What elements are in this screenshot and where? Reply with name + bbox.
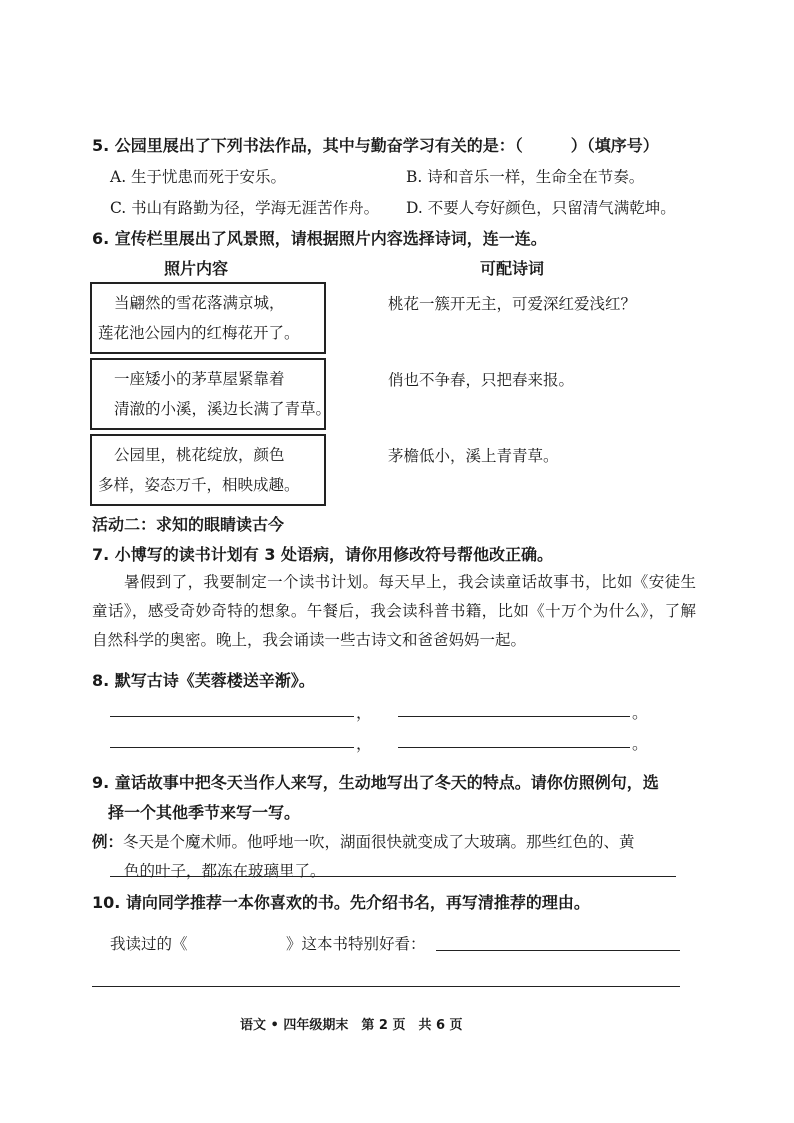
q8-period: 。 <box>632 703 649 722</box>
q9-stem-line-1: 9. 童话故事中把冬天当作人来写，生动地写出了冬天的特点。请你仿照例句，选 <box>92 773 659 792</box>
q10-stem: 10. 请向同学推荐一本你喜欢的书。先介绍书名，再写清推荐的理由。 <box>92 893 590 912</box>
q7-passage[interactable]: 暑假到了，我要制定一个读书计划。每天早上，我会读童话故事书，比如《安徒生童话》，感受奇妙奇特的想象。午餐后，我会读科普书籍，比如《十万个为什么》，了解自然科学的奥密。晚上，我会诵读一些古诗文和爸爸妈妈一起。 <box>92 573 696 649</box>
q8-comma: ， <box>356 734 373 753</box>
photo-card-text: 公园里，桃花绽放，颜色 <box>114 446 285 464</box>
q9-answer-line[interactable] <box>110 876 676 877</box>
photo-card-3[interactable] <box>90 434 326 506</box>
q7-stem: 7. 小博写的读书计划有 3 处语病，请你用修改符号帮他改正确。 <box>92 545 554 564</box>
q9-example-label: 例： <box>92 833 124 851</box>
q8-answer-line-4[interactable] <box>398 747 630 748</box>
q5-option-d: D. 不要人夸好颜色，只留清气满乾坤。 <box>406 199 676 217</box>
activity2-title: 活动二：求知的眼睛读古今 <box>92 515 285 534</box>
q5-stem: 5. 公园里展出了下列书法作品，其中与勤奋学习有关的是：（ ）（填序号） <box>92 136 659 155</box>
q8-answer-line-1[interactable] <box>110 716 354 717</box>
photo-column-header: 照片内容 <box>164 259 229 278</box>
q10-prompt-end: 》这本书特别好看： <box>286 935 426 953</box>
q8-answer-line-3[interactable] <box>110 747 354 748</box>
photo-card-text: 清澈的小溪，溪边长满了青草。 <box>114 400 332 418</box>
q8-answer-line-2[interactable] <box>398 716 630 717</box>
q10-answer-line-1[interactable] <box>436 950 680 951</box>
q10-answer-line-2[interactable] <box>92 986 680 987</box>
poem-option-2[interactable]: 俏也不争春，只把春来报。 <box>388 371 575 389</box>
photo-card-text: 莲花池公园内的红梅花开了。 <box>98 324 300 342</box>
photo-card-1[interactable] <box>90 282 326 354</box>
photo-card-text: 一座矮小的茅草屋紧靠着 <box>114 370 285 388</box>
photo-card-text: 多样，姿态万千，相映成趣。 <box>98 476 300 494</box>
poem-column-header: 可配诗词 <box>480 259 545 278</box>
q8-stem: 8. 默写古诗《芙蓉楼送辛渐》。 <box>92 671 315 690</box>
page-footer: 语文 • 四年级期末 第 2 页 共 6 页 <box>240 1018 463 1033</box>
q9-stem-line-2: 择一个其他季节来写一写。 <box>108 803 301 822</box>
poem-option-3[interactable]: 茅檐低小，溪上青青草。 <box>388 447 559 465</box>
q5-option-c: C. 书山有路勤为径，学海无涯苦作舟。 <box>110 199 380 217</box>
q8-period: 。 <box>632 734 649 753</box>
q9-example-line-1: 冬天是个魔术师。他呼地一吹，湖面很快就变成了大玻璃。那些红色的、黄 <box>123 833 635 851</box>
q6-stem: 6. 宣传栏里展出了风景照，请根据照片内容选择诗词，连一连。 <box>92 229 547 248</box>
photo-card-2[interactable] <box>90 358 332 430</box>
photo-card-text: 当翩然的雪花落满京城， <box>114 294 285 312</box>
q8-comma: ， <box>356 703 373 722</box>
q5-option-b: B. 诗和音乐一样，生命全在节奏。 <box>406 168 645 186</box>
q9-example-line-2: 色的叶子，都冻在玻璃里了。 <box>124 862 326 880</box>
q5-option-a: A. 生于忧患而死于安乐。 <box>110 168 287 186</box>
q9-example <box>92 828 696 886</box>
poem-option-1[interactable]: 桃花一簇开无主，可爱深红爱浅红？ <box>388 295 637 313</box>
q10-prompt-start: 我读过的《 <box>110 935 188 953</box>
